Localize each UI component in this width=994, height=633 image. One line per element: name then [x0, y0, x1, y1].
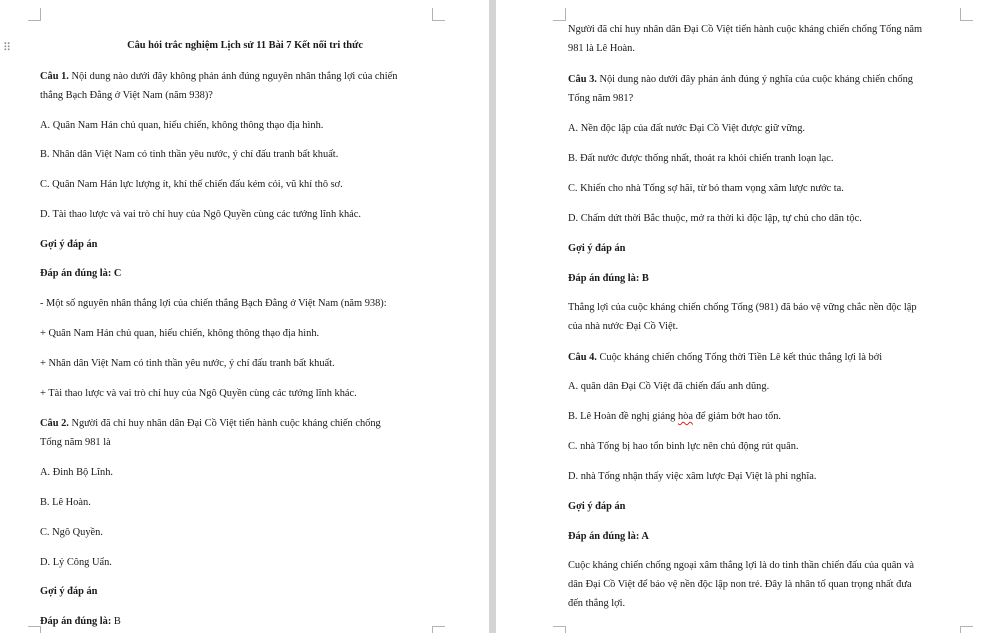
option-text: B. Lê Hoàn đề nghị giảng	[568, 411, 678, 422]
question-3-line-1	[568, 70, 913, 89]
crop-mark-top-right	[432, 8, 445, 21]
option-d: D. Chấm dứt thời Bắc thuộc, mở ra thời kì độc lập, tự chủ cho dân tộc.	[568, 213, 862, 224]
option-b: B. Nhân dân Việt Nam có tinh thần yêu nước, ý chí đấu tranh bất khuất.	[40, 149, 339, 160]
crop-mark-top-right	[960, 8, 973, 21]
document-title: Câu hỏi trắc nghiệm Lịch sử 11 Bài 7 Kết nối tri thức	[127, 40, 363, 51]
question-label: Câu 3.	[568, 74, 597, 85]
option-a: A. Quân Nam Hán chủ quan, hiếu chiến, không thông thạo địa hình.	[40, 120, 324, 131]
crop-mark-bottom-right	[432, 626, 445, 633]
answer-value: A	[639, 531, 649, 542]
option-c: C. Khiến cho nhà Tống sợ hãi, từ bỏ tham vọng xâm lược nước ta.	[568, 183, 844, 194]
answer-label: Đáp án đúng là:	[40, 616, 112, 627]
explanation-line: Thắng lợi của cuộc kháng chiến chống Tống (981) đã bảo vệ vững chắc nền độc lập	[568, 302, 917, 313]
hint-heading: Gợi ý đáp án	[40, 239, 98, 250]
option-c: C. Quân Nam Hán lực lượng ít, khí thế chiến đấu kém cỏi, vũ khí thô sơ.	[40, 179, 343, 190]
hint-heading: Gợi ý đáp án	[568, 501, 626, 512]
crop-mark-bottom-right	[960, 626, 973, 633]
crop-mark-top-left	[28, 8, 41, 21]
question-label: Câu 2.	[40, 418, 69, 429]
question-3-line-2: Tống năm 981?	[568, 93, 634, 104]
explanation-line: + Nhân dân Việt Nam có tinh thần yêu nước, ý chí đấu tranh bất khuất.	[40, 358, 335, 369]
option-d: D. Lý Công Uẩn.	[40, 557, 112, 568]
question-2-line-2: Tống năm 981 là	[40, 437, 111, 448]
question-4-line	[568, 348, 882, 367]
document-page-left	[0, 0, 489, 633]
option-d: D. nhà Tống nhận thấy việc xâm lược Đại Việt là phi nghĩa.	[568, 471, 817, 482]
drag-handle-icon[interactable]: ⠿	[3, 41, 11, 54]
answer-line	[568, 527, 649, 546]
answer-line	[40, 264, 121, 283]
answer-value: B	[111, 616, 121, 627]
option-a: A. quân dân Đại Cồ Việt đã chiến đấu anh dũng.	[568, 381, 770, 392]
continued-line: 981 là Lê Hoàn.	[568, 43, 635, 54]
continued-line: Người đã chỉ huy nhân dân Đại Cồ Việt tiến hành cuộc kháng chiến chống Tống năm	[568, 24, 923, 35]
option-b	[568, 407, 781, 426]
page-gutter	[489, 0, 496, 633]
option-text: để giảm bớt hao tổn.	[692, 411, 781, 422]
question-2-line-1	[40, 414, 381, 433]
explanation-line: + Quân Nam Hán chủ quan, hiếu chiến, không thông thạo địa hình.	[40, 328, 320, 339]
question-1-line-1	[40, 67, 397, 86]
answer-label: Đáp án đúng là:	[568, 273, 640, 284]
document-page-right	[496, 0, 994, 633]
option-c: C. nhà Tống bị hao tổn binh lực nên chủ động rút quân.	[568, 441, 799, 452]
explanation-line: - Một số nguyên nhân thắng lợi của chiến thắng Bạch Đằng ở Việt Nam (năm 938):	[40, 298, 387, 309]
explanation-line: đến thắng lợi.	[568, 598, 626, 609]
answer-label: Đáp án đúng là:	[568, 531, 640, 542]
hint-heading: Gợi ý đáp án	[568, 243, 626, 254]
option-a: A. Đinh Bộ Lĩnh.	[40, 467, 114, 478]
question-text: Cuộc kháng chiến chống Tống thời Tiền Lê kết thúc thắng lợi là bởi	[596, 352, 883, 363]
explanation-line: dân Đại Cồ Việt để bảo vệ nền độc lập non trẻ. Đây là nhân tố quan trọng nhất đưa	[568, 579, 912, 590]
answer-line	[40, 612, 121, 631]
answer-value: C	[111, 268, 122, 279]
option-d: D. Tài thao lược và vai trò chỉ huy của Ngô Quyền cùng các tướng lĩnh khác.	[40, 209, 361, 220]
crop-mark-bottom-left	[553, 626, 566, 633]
spelling-error-word[interactable]: hòa	[677, 411, 693, 422]
question-label: Câu 1.	[40, 71, 69, 82]
question-text: Người đã chỉ huy nhân dân Đại Cồ Việt tiến hành cuộc kháng chiến chống	[68, 418, 381, 429]
answer-label: Đáp án đúng là:	[40, 268, 112, 279]
question-text: Nội dung nào dưới đây không phản ánh đúng nguyên nhân thắng lợi của chiến	[68, 71, 398, 82]
explanation-line: Cuộc kháng chiến chống ngoại xâm thắng lợi là do tinh thần chiến đấu của quân và	[568, 560, 914, 571]
answer-value: B	[639, 273, 649, 284]
explanation-line: của nhà nước Đại Cồ Việt.	[568, 321, 679, 332]
explanation-line: + Tài thao lược và vai trò chỉ huy của Ngô Quyền cùng các tướng lĩnh khác.	[40, 388, 357, 399]
answer-line	[568, 269, 649, 288]
crop-mark-top-left	[553, 8, 566, 21]
question-1-line-2: thắng Bạch Đằng ở Việt Nam (năm 938)?	[40, 90, 213, 101]
question-label: Câu 4.	[568, 352, 597, 363]
hint-heading: Gợi ý đáp án	[40, 586, 98, 597]
option-a: A. Nền độc lập của đất nước Đại Cồ Việt được giữ vững.	[568, 123, 805, 134]
option-b: B. Đất nước được thống nhất, thoát ra khỏi chiến tranh loạn lạc.	[568, 153, 834, 164]
option-c: C. Ngô Quyền.	[40, 527, 103, 538]
option-b: B. Lê Hoàn.	[40, 497, 91, 508]
question-text: Nội dung nào dưới đây phản ánh đúng ý nghĩa của cuộc kháng chiến chống	[596, 74, 914, 85]
